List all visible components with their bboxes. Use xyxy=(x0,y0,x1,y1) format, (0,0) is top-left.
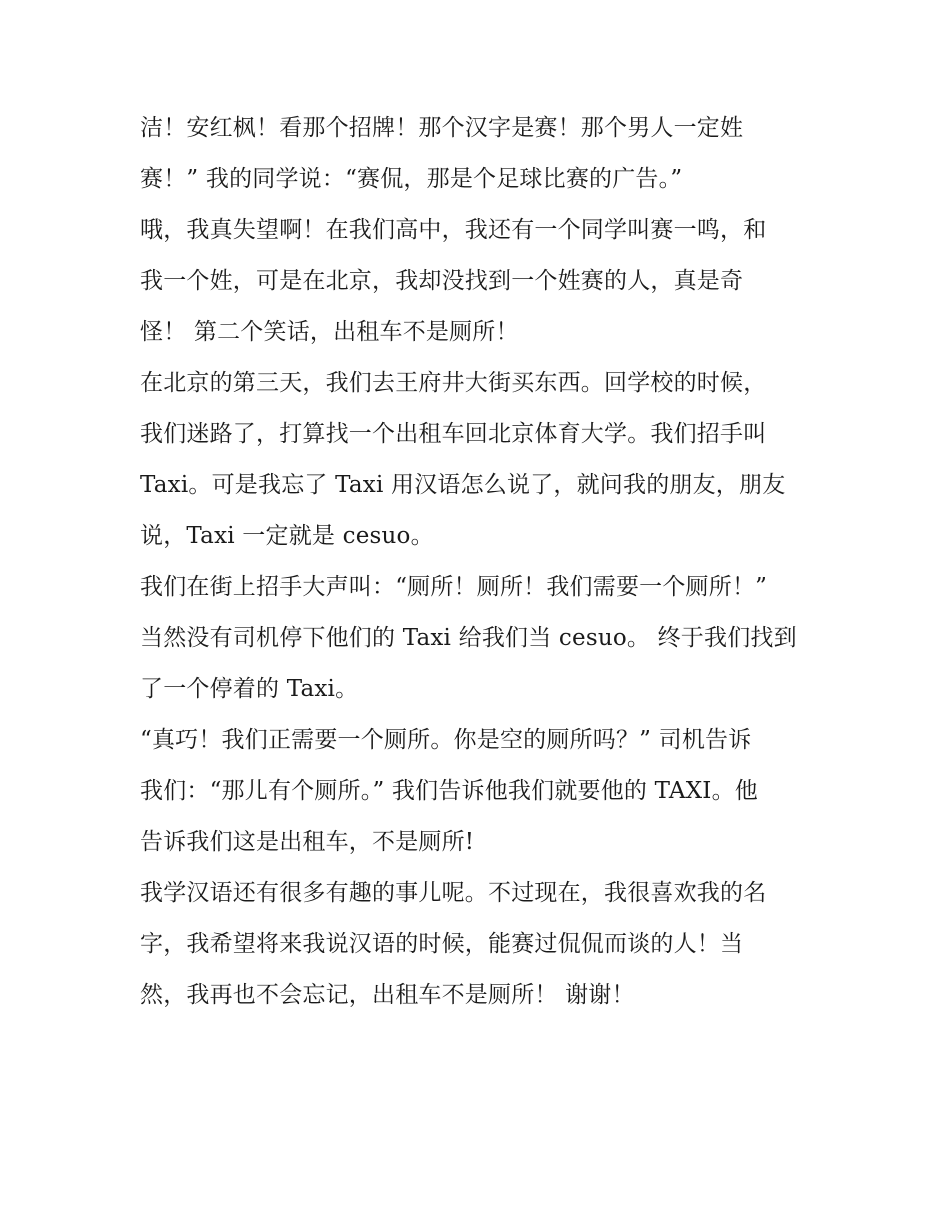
text-line: 哦，我真失望啊！在我们高中，我还有一个同学叫赛一鸣，和 xyxy=(140,217,767,243)
text-line: 我们：“那儿有个厕所。” 我们告诉他我们就要他的 TAXI。他 xyxy=(140,778,758,804)
document-page xyxy=(140,103,830,1021)
text-line: 告诉我们这是出租车，不是厕所! xyxy=(140,829,475,855)
text-line: 了一个停着的 Taxi。 xyxy=(140,676,359,702)
text-line: 我们在街上招手大声叫：“厕所！厕所！我们需要一个厕所！” xyxy=(140,574,768,600)
text-line: 说，Taxi 一定就是 cesuo。 xyxy=(140,523,434,549)
text-line: 洁！安红枫！看那个招牌！那个汉字是赛！那个男人一定姓 xyxy=(140,115,744,141)
text-line: “真巧！我们正需要一个厕所。你是空的厕所吗？” 司机告诉 xyxy=(140,727,752,753)
text-line: 当然没有司机停下他们的 Taxi 给我们当 cesuo。 终于我们找到 xyxy=(140,625,797,651)
text-line: 字，我希望将来我说汉语的时候，能赛过侃侃而谈的人！当 xyxy=(140,931,744,957)
text-line: Taxi。可是我忘了 Taxi 用汉语怎么说了，就问我的朋友，朋友 xyxy=(140,472,786,498)
text-line: 在北京的第三天，我们去王府井大街买东西。回学校的时候， xyxy=(140,370,767,396)
text-line: 然，我再也不会忘记，出租车不是厕所！ 谢谢！ xyxy=(140,982,635,1008)
text-line: 我一个姓，可是在北京，我却没找到一个姓赛的人，真是奇 xyxy=(140,268,744,294)
text-line: 我们迷路了，打算找一个出租车回北京体育大学。我们招手叫 xyxy=(140,421,767,447)
text-line: 赛！” 我的同学说：“赛侃，那是个足球比赛的广告。” xyxy=(140,166,683,192)
text-line: 怪！ 第二个笑话，出租车不是厕所！ xyxy=(140,319,519,345)
text-line: 我学汉语还有很多有趣的事儿呢。不过现在，我很喜欢我的名 xyxy=(140,880,767,906)
